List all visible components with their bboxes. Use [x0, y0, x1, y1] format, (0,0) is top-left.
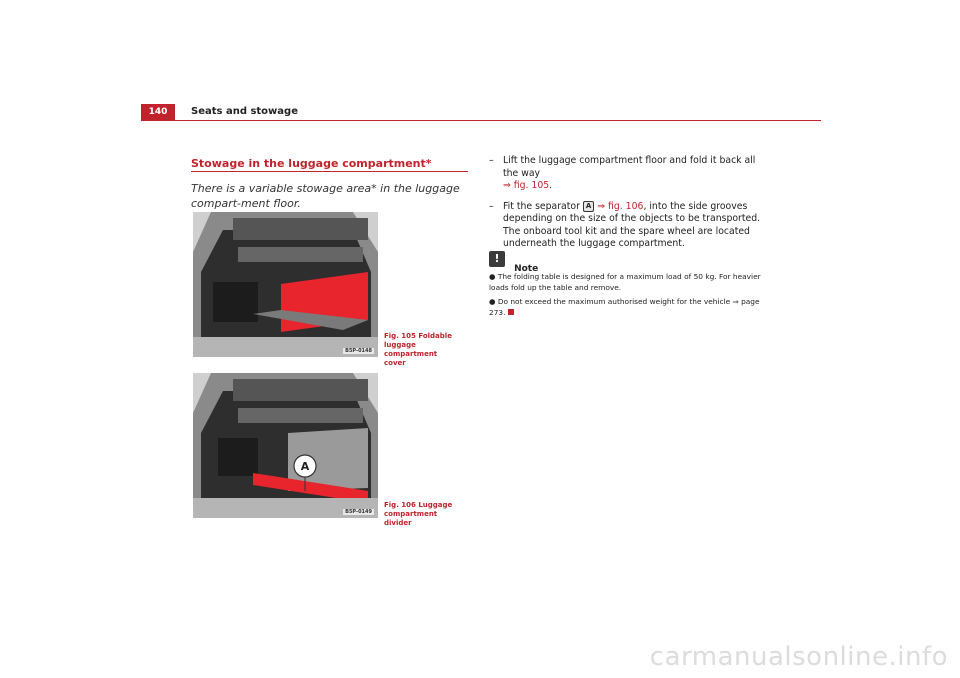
note-icon: ! [489, 251, 505, 267]
figure-code: B5P-0149 [345, 509, 372, 515]
header-rule [141, 120, 821, 121]
marker-a: A [300, 460, 310, 473]
watermark: carmanualsonline.info [649, 642, 948, 672]
figure-code: B5P-0148 [345, 348, 372, 354]
figure-106-caption: Fig. 106 Luggage compartment divider [384, 501, 453, 527]
figure-105-image [193, 212, 378, 357]
section-title: Stowage in the luggage compartment* [191, 157, 432, 170]
step-dash: – [489, 155, 494, 166]
trunk-illustration-divider [193, 373, 378, 518]
end-of-section-icon [508, 309, 514, 315]
figure-105-caption: Fig. 105 Foldable luggage compartment cover [384, 332, 452, 367]
figure-106-image [193, 373, 378, 518]
figure-reference-link[interactable]: ⇒ fig. 106 [597, 200, 644, 212]
note-bullet: ● The folding table is designed for a maximum load of 50 kg. For heavier loads fold up the table and remove. [489, 272, 761, 292]
running-header: Seats and stowage [191, 106, 298, 117]
page-number: 140 [141, 104, 175, 121]
section-intro: There is a variable stowage area* in the luggage compart-ment floor. [191, 182, 460, 210]
trunk-illustration-cover [193, 212, 378, 357]
figure-reference-link[interactable]: ⇒ fig. 105 [503, 180, 550, 191]
instruction-steps [489, 155, 769, 259]
section-rule [191, 171, 468, 172]
label-a-icon: A [583, 201, 594, 212]
step-item: – Lift the luggage compartment floor and fold it back all the way ⇒ fig. 105. [489, 155, 756, 191]
note-bullet: ● Do not exceed the maximum authorised weight for the vehicle ⇒ page 273. [489, 297, 760, 317]
step-dash: – [489, 200, 494, 212]
note-bullets [489, 271, 774, 321]
step-item: – Fit the separator A ⇒ fig. 106, into the side grooves depending on the size of the objects to be transported. The onboard tool kit and the spare wheel are located underneath the luggage compartment. [489, 200, 761, 249]
note-title: Note [514, 264, 539, 274]
